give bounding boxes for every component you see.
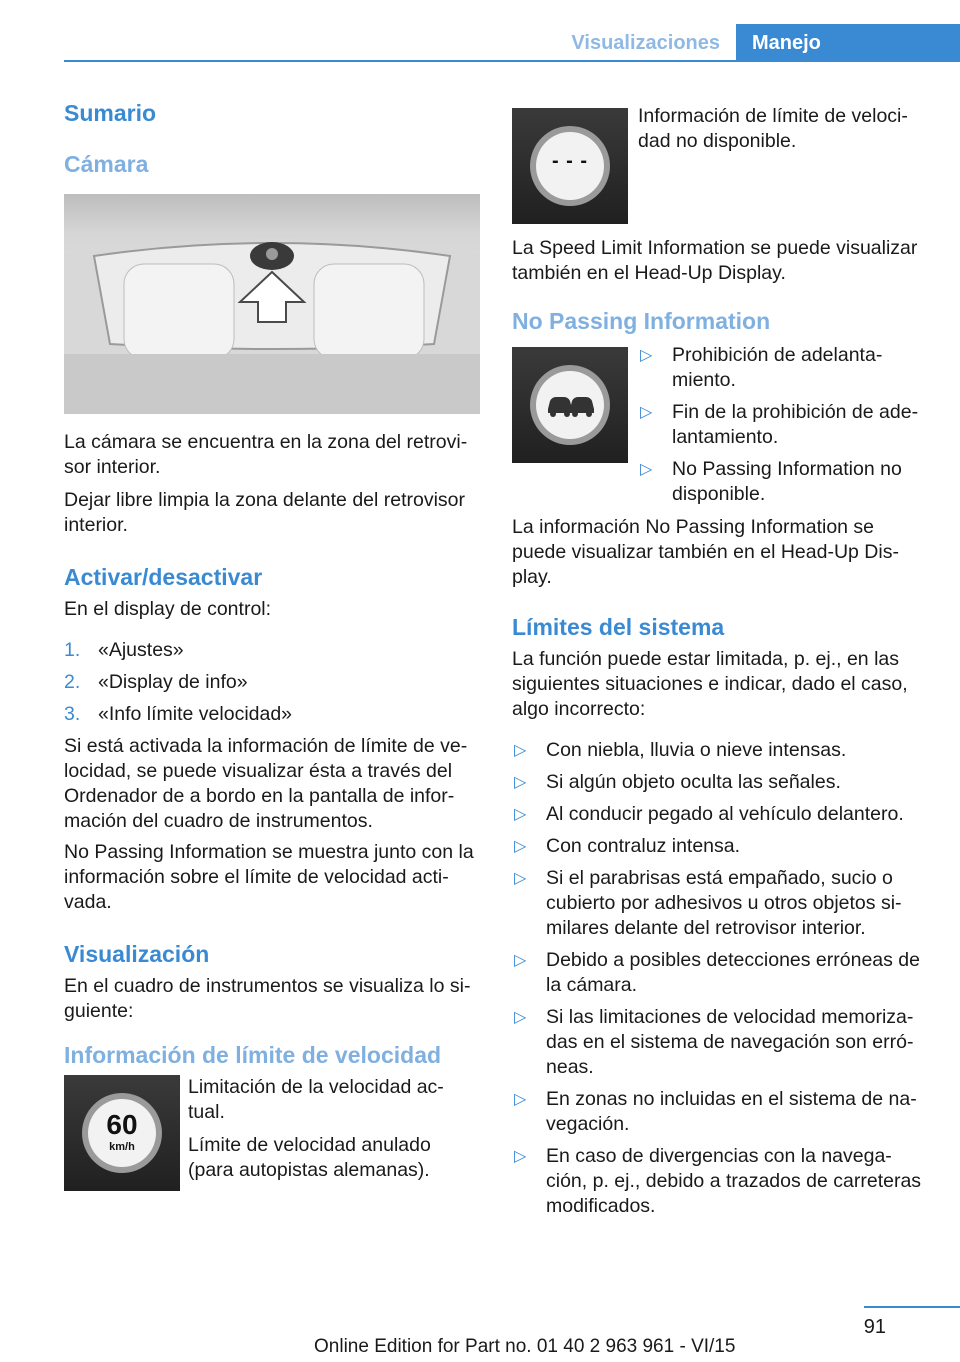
- hud-paragraph: La Speed Limit Information se puede visualizar también en el Head-Up Display.: [512, 237, 918, 284]
- list-item: ▷ No Passing Information no disponible.: [640, 458, 902, 505]
- list-item: 3. «Info límite velocidad»: [64, 703, 293, 725]
- activar-intro: En el display de control:: [64, 598, 272, 620]
- footer-rule: [864, 1306, 960, 1308]
- camara-paragraph-1: La cámara se encuentra en la zona del retrovi-sor interior.: [64, 431, 468, 478]
- list-item: ▷ Si las limitaciones de velocidad memoriza-das en el sistema de navegación son erró-neas.: [514, 1006, 914, 1078]
- activar-paragraph-2: No Passing Information se muestra junto con la información sobre el límite de velocidad acti-vada.: [64, 841, 474, 913]
- list-item: ▷ Si algún objeto oculta las señales.: [514, 771, 841, 793]
- npi-list: [638, 343, 932, 514]
- header-tab-visualizaciones[interactable]: Visualizaciones: [571, 32, 720, 54]
- header-rule: [64, 60, 960, 62]
- list-item: 2. «Display de info»: [64, 671, 248, 693]
- info-limite-paragraph-2: Límite de velocidad anulado (para autopistas alemanas).: [188, 1134, 431, 1181]
- activar-steps-list: [64, 638, 480, 727]
- list-item: ▷ Con niebla, lluvia o nieve intensas.: [514, 739, 847, 761]
- npi-paragraph: La información No Passing Information se puede visualizar también en el Head-Up Dis-play.: [512, 516, 899, 588]
- section-title-sumario: Sumario: [64, 100, 157, 126]
- camara-paragraph-2: Dejar libre limpia la zona delante del retrovisor interior.: [64, 489, 466, 536]
- list-item: ▷ Al conducir pegado al vehículo delantero.: [514, 803, 904, 825]
- camera-location-photo: [64, 194, 480, 414]
- activar-paragraph-1: Si está activada la información de límite de ve-locidad, se puede visualizar ésta a través del Ordenador de a bordo en la pantalla de infor-mación del cuadro de instrumentos.: [64, 735, 468, 832]
- subsection-title-activar: Activar/desactivar: [64, 564, 263, 590]
- list-item: ▷ En caso de divergencias con la navega-ción, p. ej., debido a trazados de carreteras modificados.: [514, 1145, 922, 1217]
- rear-window-illustration: [64, 194, 480, 414]
- list-item: ▷ Con contraluz intensa.: [514, 835, 741, 857]
- subsection-title-visualizacion: Visualización: [64, 941, 210, 967]
- subsection-title-limites: Límites del sistema: [512, 614, 725, 640]
- cars-icon: [512, 347, 628, 463]
- left-column: [64, 100, 480, 1195]
- list-item: ▷ Debido a posibles detecciones erróneas de la cámara.: [514, 949, 920, 996]
- no-disponible-paragraph: Información de límite de veloci-dad no disponible.: [638, 105, 908, 152]
- visualizacion-paragraph: En el cuadro de instrumentos se visualiza lo si-guiente:: [64, 975, 471, 1022]
- list-item: ▷ Fin de la prohibición de ade-lantamiento.: [640, 401, 919, 448]
- limites-paragraph: La función puede estar limitada, p. ej., en las siguientes situaciones e indicar, dado el caso, algo incorrecto:: [512, 648, 908, 720]
- speed-limit-unavailable-icon: - - -: [512, 108, 628, 224]
- limites-list: [512, 738, 932, 1219]
- right-column: [512, 100, 932, 1226]
- subsection-title-npi: No Passing Information: [512, 308, 771, 334]
- subsection-title-info-limite: Información de límite de velocidad: [64, 1042, 442, 1068]
- subsection-title-camara: Cámara: [64, 151, 149, 177]
- header-tab-manejo[interactable]: Manejo: [736, 24, 960, 62]
- speed-limit-60-icon: 60 km/h: [64, 1075, 180, 1191]
- edition-line: Online Edition for Part no. 01 40 2 963 961 - VI/15: [314, 1336, 736, 1357]
- list-item: ▷ Prohibición de adelanta-miento.: [640, 344, 883, 391]
- list-item: ▷ En zonas no incluidas en el sistema de na-vegación.: [514, 1088, 917, 1135]
- info-limite-paragraph-1: Limitación de la velocidad ac-tual.: [188, 1076, 444, 1123]
- list-item: ▷ Si el parabrisas está empañado, sucio o cubierto por adhesivos u otros objetos si-milares delante del retrovisor interior.: [514, 867, 902, 939]
- no-passing-icon: [512, 347, 628, 463]
- page-number: 91: [863, 1316, 886, 1338]
- list-item: 1. «Ajustes»: [64, 639, 184, 661]
